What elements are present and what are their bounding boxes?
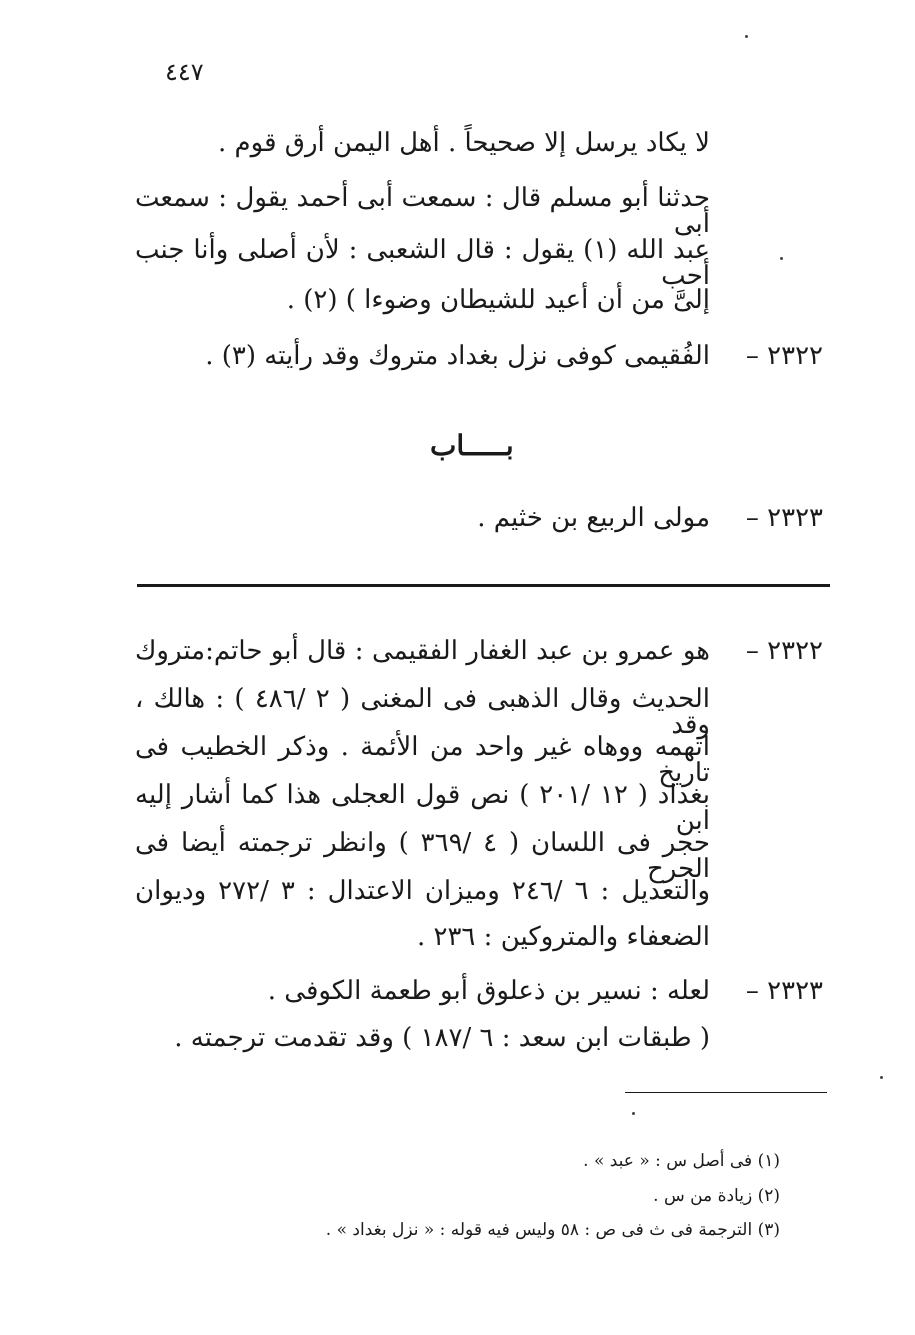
footnote: (٣) الترجمة فى ث فى ص : ٥٨ وليس فيه قوله : « نزل بغداد » . [325, 1220, 780, 1240]
note-line: الضعفاء والمتروكين : ٢٣٦ . [416, 922, 710, 952]
speck [745, 35, 748, 38]
note-number-2322: ٢٣٢٢ – [745, 636, 823, 666]
note-number-2323: ٢٣٢٣ – [745, 976, 823, 1006]
entry-number-2322: ٢٣٢٢ – [745, 341, 823, 371]
footnote: (١) فى أصل س : « عبد » . [583, 1151, 780, 1171]
speck [880, 1076, 883, 1079]
section-heading: بـــــاب [430, 429, 514, 462]
note-line: اتهمه ووهاه غير واحد من الأئمة . وذكر الخطيب فى تاريخ [135, 732, 710, 788]
footnote-rule [625, 1092, 827, 1093]
note-line: بغداد ( ١٢ /٢٠١ ) نص قول العجلى هذا كما أشار إليه ابن [135, 780, 710, 836]
footnote: (٢) زيادة من س . [653, 1186, 780, 1206]
note-line: هو عمرو بن عبد الغفار الفقيمى : قال أبو حاتم:متروك [135, 636, 710, 666]
note-line: ( طبقات ابن سعد : ٦ /١٨٧ ) وقد تقدمت ترجمته . [174, 1023, 710, 1053]
speck [780, 257, 783, 260]
entry-text-2322: الفُقيمى كوفى نزل بغداد متروك وقد رأيته (٣) . [205, 341, 710, 371]
entry-number-2323: ٢٣٢٣ – [745, 503, 823, 533]
note-line: الحديث وقال الذهبى فى المغنى ( ٢ /٤٨٦ ) : هالك ، وقد [135, 684, 710, 740]
paragraph-line: عبد الله (١) يقول : قال الشعبى : لأن أصلى وأنا جنب أحب [135, 235, 710, 291]
page-number: ٤٤٧ [165, 58, 204, 86]
note-line: لعله : نسير بن ذعلوق أبو طعمة الكوفى . [267, 976, 710, 1006]
speck [632, 1112, 635, 1115]
paragraph-line: إلىَّ من أن أعيد للشيطان وضوءا ) (٢) . [286, 285, 710, 315]
note-line: والتعديل : ٦ /٢٤٦ وميزان الاعتدال : ٣ /٢٧٢ وديوان [135, 876, 711, 906]
separator-rule [137, 584, 830, 587]
main-line-1: لا يكاد يرسل إلا صحيحاً . أهل اليمن أرق قوم . [218, 128, 710, 158]
paragraph-line: حدثنا أبو مسلم قال : سمعت أبى أحمد يقول : سمعت أبى [135, 183, 710, 239]
entry-text-2323: مولى الربيع بن خثيم . [477, 503, 710, 533]
note-line: حجر فى اللسان ( ٤ /٣٦٩ ) وانظر ترجمته أيضا فى الجرح [135, 828, 710, 884]
